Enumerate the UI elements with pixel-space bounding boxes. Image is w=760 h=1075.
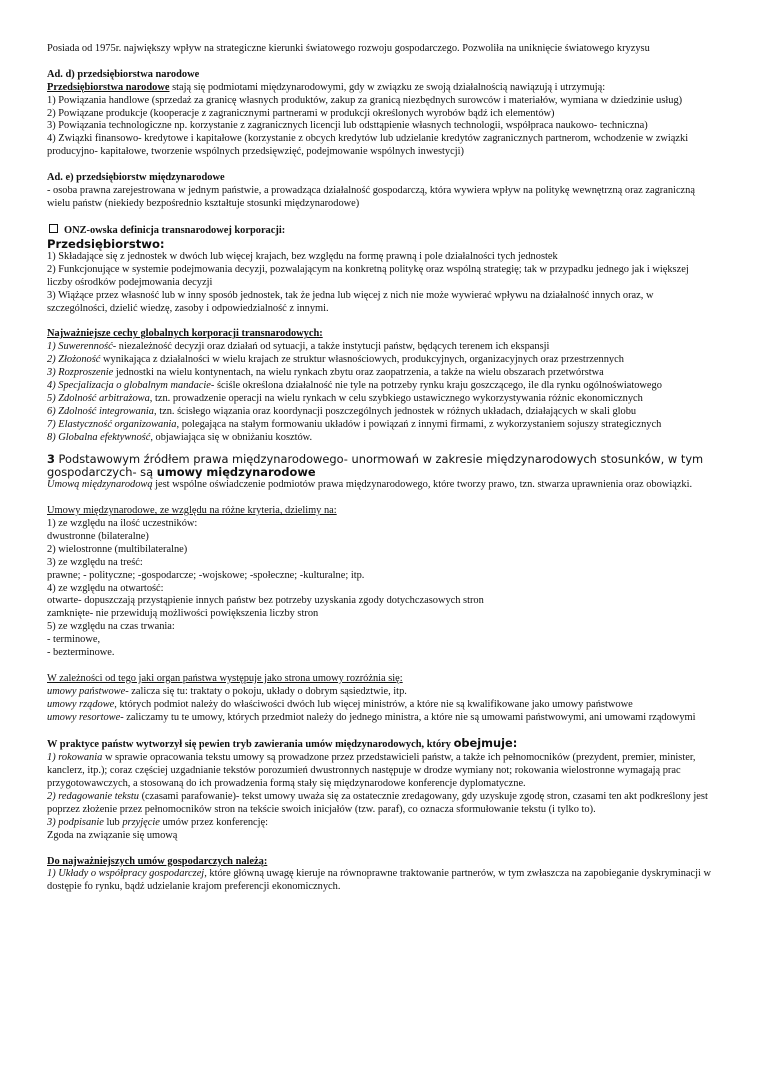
tryb-term: podpisanie (58, 816, 104, 828)
section-3-def-rest: jest wspólne oświadczenie podmiotów prawa międzynarodowego, które tworzy prawo, tzn. stwarza uprawnienia oraz obowiązki. (152, 479, 693, 491)
organ-rest: - zaliczamy tu te umowy, których przedmiot należy do jednego ministra, a które nie są umowami państwowymi, ani umowami rządowymi (120, 711, 696, 723)
tryb-mid: lub (103, 816, 123, 828)
cechy-rest: , tzn. ścisłego wiązania oraz koordynacji poszczególnych jednostek w różnych układach, działających w skali globu (154, 405, 637, 417)
cechy-term: Złożoność (58, 354, 101, 366)
podzial-line: otwarte- dopuszczają przystąpienie innych państw bez potrzeby uzyskania zgody dotychczasowych stron (47, 595, 484, 607)
tryb-num: 2) (47, 791, 59, 803)
section-d-item: 1) Powiązania handlowe (sprzedaż za granicę własnych produktów, zakup za granicą niezbędnych surowców i materiałów, wymiana w dziedzinie usług) (47, 94, 683, 106)
tryb-item (47, 791, 712, 817)
cechy-item (47, 419, 712, 432)
document-page (47, 43, 712, 894)
cechy-num: 8) (47, 431, 59, 443)
tryb-term: rokowania (58, 752, 103, 764)
cechy-rest: , objawiająca się w obniżaniu kosztów. (150, 431, 313, 443)
podzial-line: 1) ze względu na ilość uczestników: (47, 518, 198, 530)
cechy-term: Elastyczność organizowania (58, 418, 177, 430)
cechy-num: 6) (47, 405, 59, 417)
tryb-item (47, 817, 712, 830)
section-d-lead-term: Przedsiębiorstwa narodowe (47, 81, 170, 93)
cechy-term: Specjalizacja o globalnym mandacie (58, 380, 211, 391)
tryb-item (47, 752, 712, 791)
onz-item: 2) Funkcjonujące w systemie podejmowania decyzji, pozwalającym na konkretną politykę oraz wspólną strategię; tak w przypadku jednego jak i większej liczby ośrodków podejmowania decyzji (47, 263, 689, 288)
cechy-item (47, 367, 712, 380)
cechy-rest: wynikająca z działalności w wielu krajach ze struktur własnościowych, produkcyjnych, organizacyjnych oraz przestrzennych (100, 354, 624, 366)
section-3-heading (47, 453, 712, 480)
section-d-item: 2) Powiązane produkcje (kooperacje z zagranicznymi partnerami w produkcji określonych wyrobów bądź ich elementów) (47, 107, 555, 119)
intro-paragraph: Posiada od 1975r. największy wpływ na strategiczne kierunki światowego rozwoju gospodarczego. Pozwoliła na uniknięcie światowego kryzysu (47, 43, 650, 54)
gosp-num: 1) (47, 868, 59, 880)
organ-rest: - zalicza się tu: traktaty o pokoju, układy o dobrym sąsiedztwie, itp. (125, 685, 407, 697)
tryb-rest: w sprawie opracowania tekstu umowy są prowadzone przez przedstawicieli państw, a także ich pełnomocników (prezydent, premier, minister, kanclerz, itp.); coraz częściej uzgadnianie tekstów porozumień dwustronnych następuje w drodze wymiany not; rokowania wielostronne wymagają prac przygotowawczych, a stosowaną do ich prowadzenia formą stały się międzynarodowe konferencje dyplomatyczne. (47, 752, 696, 790)
cechy-num: 4) (47, 380, 59, 391)
tryb-term2: przyjęcie (122, 816, 160, 828)
onz-heading-text: ONZ-owska definicja transnarodowej korporacji: (64, 224, 286, 236)
cechy-rest: , polegająca na stałym formowaniu układów i powiązań z innymi firmami, z wykorzystaniem sojuszy strategicznych (176, 418, 662, 430)
onz-heading (47, 224, 712, 238)
organ-item (47, 686, 712, 699)
cechy-num: 7) (47, 418, 59, 430)
section-3-heading-bold: umowy międzynarodowe (156, 464, 316, 479)
cechy-rest: - niezależność decyzji oraz działań od sytuacji, a także instytucji państw, będących terenem ich ekspansji (112, 341, 550, 353)
podzial-line: - bezterminowe. (47, 647, 115, 659)
tryb-heading-sans: obejmuje: (453, 736, 518, 751)
section-e-heading: Ad. e) przedsiębiorstw międzynarodowe (47, 172, 225, 184)
podzial-line: - terminowe, (47, 634, 101, 646)
cechy-item (47, 380, 712, 393)
cechy-term: Zdolność integrowania (58, 405, 154, 417)
gosp-heading: Do najważniejszych umów gospodarczych należą: (47, 855, 268, 867)
checkbox-bullet-icon (49, 224, 58, 233)
cechy-term: Suwerenność (58, 341, 113, 353)
cechy-rest: jednostki na wielu kontynentach, na wielu rynkach zbytu oraz zaopatrzenia, a także na wielu obszarach przetwórstwa (113, 367, 604, 379)
organ-term: umowy państwowe (47, 685, 126, 697)
onz-item: 3) Wiążące przez własność lub w inny sposób jednostek, tak że jedna lub więcej z nich nie może wywierać wpływu na działalność innych oraz, w szczególności, dzielić wiedzę, zasoby i odpowiedzialność z innymi. (47, 289, 654, 314)
organ-heading: W zależności od tego jaki organ państwa występuje jako strona umowy rozróżnia się: (47, 672, 403, 684)
onz-subheading: Przedsiębiorstwo: (47, 236, 165, 251)
podzial-line: zamknięte- nie przewidują możliwości powiększenia liczby stron (47, 608, 319, 620)
gosp-item (47, 868, 712, 894)
tryb-num: 1) (47, 752, 59, 764)
cechy-num: 1) (47, 341, 59, 353)
cechy-item (47, 432, 712, 445)
tryb-num: 3) (47, 816, 59, 828)
cechy-item (47, 406, 712, 419)
section-d-item: 3) Powiązania technologiczne np. korzystanie z zagranicznych licencji lub odsttąpienie własnych technologii, współpraca naukowo- techniczna) (47, 120, 648, 132)
cechy-term: Globalna efektywność (58, 431, 151, 443)
cechy-num: 2) (47, 354, 59, 366)
podzial-line: prawne; - polityczne; -gospodarcze; -wojskowe; -społeczne; -kulturalne; itp. (47, 569, 365, 581)
podzial-line: 4) ze względu na otwartość: (47, 582, 164, 594)
section-d-heading: Ad. d) przedsiębiorstwa narodowe (47, 68, 200, 80)
gosp-rest: , które główną uwagę kieruje na równoprawne traktowanie partnerów, w tym zwłaszcza na zapobieganie dyskryminacji w dostępie fo rynku, bądź udzielanie krajom preferencji ekonomicznych. (47, 868, 712, 893)
organ-term: umowy resortowe (47, 711, 121, 723)
organ-item (47, 699, 712, 712)
tryb-after: Zgoda na związanie się umową (47, 829, 178, 841)
section-e-text: - osoba prawna zarejestrowana w jednym państwie, a prowadząca działalność gospodarczą, która wywiera wpływ na politykę wewnętrzną oraz zagraniczną wielu państw (niekiedy bezpośrednio kształtuje stosunki międzynarodowe) (47, 184, 695, 209)
organ-item (47, 712, 712, 725)
tryb-rest: umów przez konferencję: (159, 816, 269, 828)
cechy-num: 5) (47, 392, 59, 404)
cechy-item (47, 341, 712, 354)
podzial-line: dwustronne (bilateralne) (47, 530, 149, 542)
section-3-num: 3 (47, 451, 55, 466)
organ-rest: , których podmiot należy do właściwości dwóch lub więcej ministrów, a które nie są kwalifikowane jako umowy państwowe (114, 698, 633, 710)
cechy-rest: , tzn. prowadzenie operacji na wielu rynkach w celu szybkiego ustawicznego wykorzystywania różnic ekonomicznych (149, 392, 643, 404)
cechy-item (47, 354, 712, 367)
tryb-heading (47, 737, 712, 752)
organ-term: umowy rządowe (47, 698, 115, 710)
section-3-heading-text: Podstawowym źródłem prawa międzynarodowego- unormowań w zakresie międzynarodowych stosunków, w tym gospodarczych- są (47, 451, 704, 479)
cechy-heading: Najważniejsze cechy globalnych korporacji transnarodowych: (47, 328, 323, 340)
cechy-term: Zdolność arbitrażowa (58, 392, 150, 404)
cechy-rest: - ściśle określona działalność nie tyle na potrzeby rynku kraju goszczącego, ile dla rynku ogólnoświatowego (210, 380, 662, 391)
section-3-definition (47, 479, 712, 492)
podzial-heading: Umowy międzynarodowe, ze względu na różne kryteria, dzielimy na: (47, 505, 337, 517)
gosp-term: Układy o współpracy gospodarczej (58, 868, 205, 880)
tryb-heading-text: W praktyce państw wytworzył się pewien tryb zawierania umów międzynarodowych, który (47, 739, 454, 751)
podzial-line: 3) ze względu na treść: (47, 556, 143, 568)
section-3-def-term: Umową międzynarodową (47, 479, 153, 491)
tryb-rest: (czasami parafowanie)- tekst umowy uważa się za ostatecznie zredagowany, gdy uzyskuje zgodę stron, czasami ten akt podkreślony jest poprzez złożenie przez pełnomocników stron na tekście swoich inicjałów (tzw. paraf), co oznacza sformułowanie tekstu (i tylko to). (47, 791, 708, 815)
cechy-item (47, 393, 712, 406)
cechy-term: Rozproszenie (58, 367, 114, 379)
onz-item: 1) Składające się z jednostek w dwóch lub więcej krajach, bez względu na formę prawną i pole działalności tych jednostek (47, 250, 558, 262)
cechy-num: 3) (47, 367, 59, 379)
podzial-line: 5) ze względu na czas trwania: (47, 621, 175, 633)
tryb-term: redagowanie tekstu (58, 791, 139, 803)
section-d-item: 4) Związki finansowo- kredytowe i kapitałowe (korzystanie z obcych kredytów lub udzielanie kredytów zagranicznych partnerom, wchodzenie w związki producyjno- kapitałowe, tworzenie wspólnych przedsięwzięć, podejmowanie wspólnych inwestycji) (47, 133, 689, 158)
section-d-lead-rest: stają się podmiotami międzynarodowymi, gdy w związku ze swoją działalnością nawiązują i utrzymują: (169, 81, 606, 93)
podzial-line: 2) wielostronne (multibilateralne) (47, 543, 188, 555)
section-d-lead (47, 82, 712, 95)
